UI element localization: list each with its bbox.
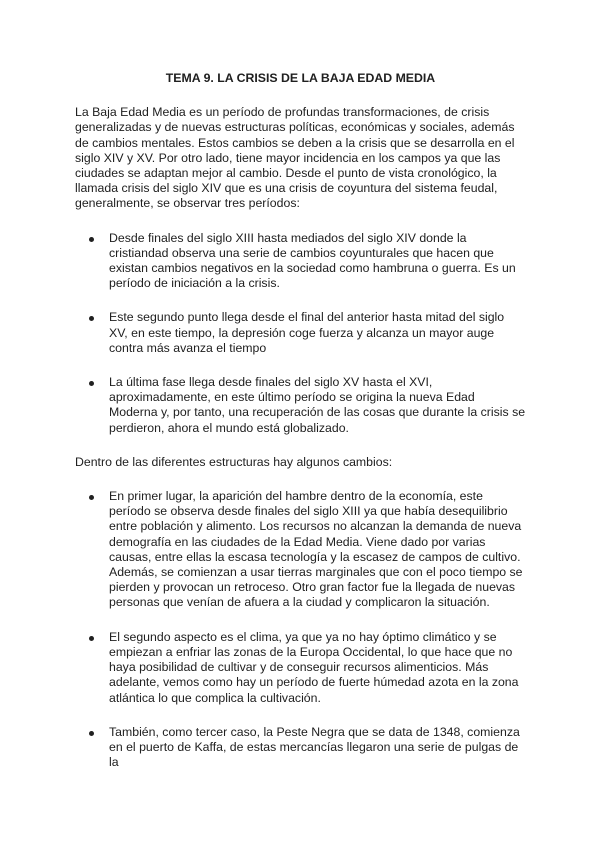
list-item (75, 489, 526, 611)
list-item (75, 630, 526, 706)
list-item-text: Este segundo punto llega desde el final del anterior hasta mitad del siglo XV, en este tiempo, la depresión coge fuerza y alcanza un mayor auge contra más avanza el tiempo (109, 310, 505, 355)
changes-list (75, 489, 526, 770)
list-item (75, 375, 526, 436)
bullet-icon (89, 381, 94, 386)
list-item-text: La última fase llega desde finales del siglo XV hasta el XVI, aproximadamente, en este último período se origina la nueva Edad Moderna y, por tanto, una recuperación de las cosas que durante la crisis se perdieron, ahora el mundo está globalizado. (109, 375, 526, 435)
bullet-icon (89, 495, 94, 500)
list-item (75, 725, 526, 771)
list-item-text: Desde finales del siglo XIII hasta mediados del siglo XIV donde la cristiandad observa una serie de cambios coyunturales que hacen que existan cambios negativos en la sociedad como hambruna o guerra. Es un período de iniciación a la crisis. (109, 230, 516, 291)
list-item (75, 310, 526, 356)
changes-intro-paragraph: Dentro de las diferentes estructuras hay algunos cambios: (75, 454, 393, 469)
periods-list (75, 231, 526, 436)
bullet-icon (89, 636, 94, 641)
list-item-text: En primer lugar, la aparición del hambre dentro de la economía, este período se observa desde finales del siglo XIII ya que había desequilibrio entre población y alimento. Los recursos no alcanzan la demanda de nueva demografía en las ciudades de la Edad Media. Viene dado por varias causas, entre ellas la escasa tecnología y la escasez de campos de cultivo. Además, se comienzan a usar tierras marginales que con el poco tiempo se pierden y provocan un retroceso. Otro gran factor fue la llegada de nuevas personas que venían de afuera a la ciudad y complicaron la situación. (109, 489, 523, 610)
document-page (75, 71, 526, 789)
list-item-text: El segundo aspecto es el clima, ya que ya no hay óptimo climático y se empiezan a enfriar las zonas de la Europa Occidental, lo que hace que no haya posibilidad de cultivar y de conseguir recursos alimenticios. Más adelante, vemos como hay un período de fuerte húmedad azota en la zona atlántica lo que complica la cultivación. (109, 629, 519, 705)
bullet-icon (89, 731, 94, 736)
intro-paragraph: La Baja Edad Media es un período de profundas transformaciones, de crisis generalizadas y de nuevas estructuras políticas, económicas y sociales, además de cambios mentales. Estos cambios se deben a la crisis que se desarrolla en el siglo XIV y XV. Por otro lado, tiene mayor incidencia en los campos ya que las ciudades se adaptan mejor al cambio. Desde el punto de vista cronológico, la llamada crisis del siglo XIV que es una crisis de coyuntura del sistema feudal, generalmente, se observar tres períodos: (75, 105, 515, 211)
document-title: TEMA 9. LA CRISIS DE LA BAJA EDAD MEDIA (165, 71, 436, 85)
list-item-text: También, como tercer caso, la Peste Negra que se data de 1348, comienza en el puerto de Kaffa, de estas mercancías llegaron una serie de pulgas de la (109, 724, 520, 770)
list-item (75, 231, 526, 292)
bullet-icon (89, 316, 94, 321)
bullet-icon (89, 237, 94, 242)
